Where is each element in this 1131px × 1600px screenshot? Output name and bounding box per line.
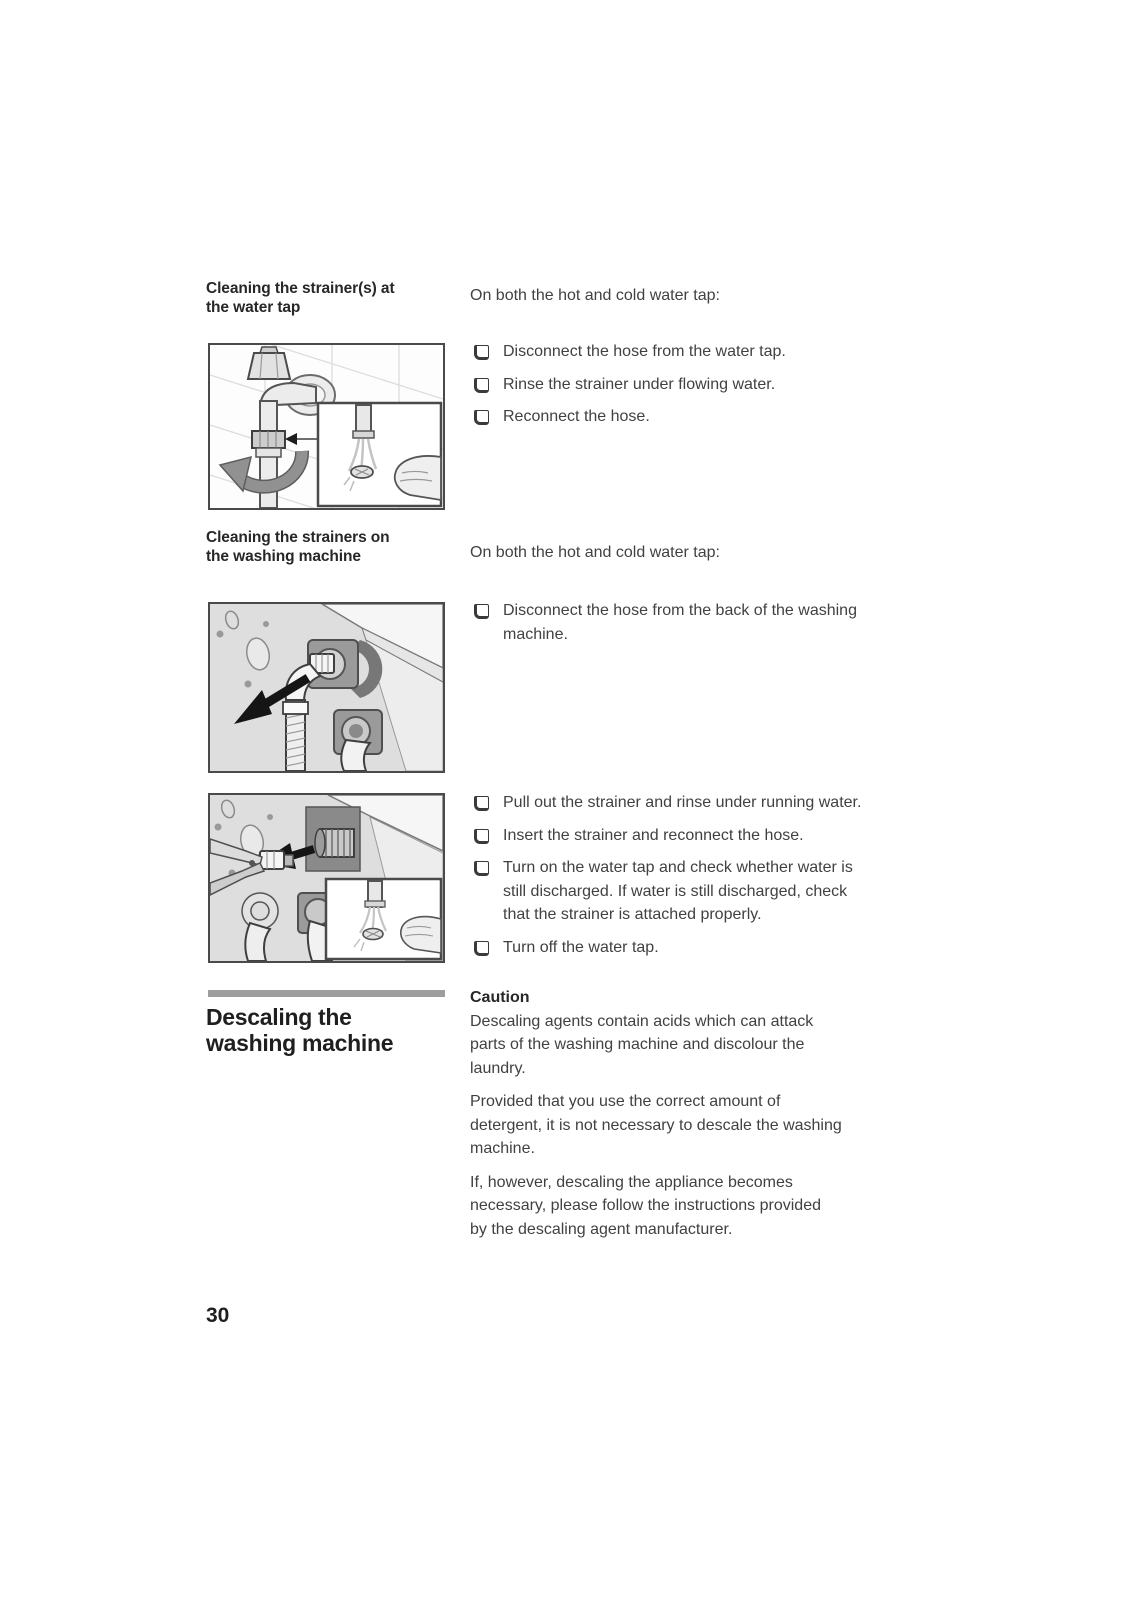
checklist-item <box>470 599 925 646</box>
strainer-removal-illustration <box>210 795 443 961</box>
checkbox-icon <box>474 796 489 811</box>
section-heading-line: Cleaning the strainer(s) at <box>206 280 395 297</box>
checklist-item <box>470 340 925 364</box>
figure-strainer-removal <box>208 793 445 963</box>
strainer <box>284 855 293 866</box>
water-tap-illustration <box>210 345 443 508</box>
section-divider-bar <box>208 990 445 997</box>
checklist-item-text: Disconnect the hose from the back of the washing <box>503 602 857 619</box>
checklist-item-text: Rinse the strainer under flowing water. <box>503 375 776 393</box>
rinse-strainer-inset <box>326 879 441 959</box>
checklist-item <box>470 824 925 848</box>
section-heading-line: Cleaning the strainers on <box>206 529 390 546</box>
checklist-item-text: still discharged. If water is still discharged, check <box>503 882 848 900</box>
checklist-machine-disconnect <box>470 599 925 655</box>
checklist-item <box>470 936 925 960</box>
chapter-heading-line: washing machine <box>206 1029 394 1056</box>
tap-handle <box>248 353 290 379</box>
checklist-item-text: Disconnect the hose from the water tap. <box>503 343 786 360</box>
checkbox-icon <box>474 861 489 876</box>
page-number: 30 <box>206 1304 230 1327</box>
checklist-item-text: machine. <box>503 625 568 643</box>
section-heading-strainer-water-tap <box>206 279 395 317</box>
checklist-item-text: Reconnect the hose. <box>503 408 650 425</box>
checkbox-icon <box>474 829 489 844</box>
caution-title: Caution <box>470 989 530 1006</box>
checklist-item-text: Turn off the water tap. <box>503 938 659 956</box>
checkbox-icon <box>474 410 489 425</box>
checkbox-icon <box>474 378 489 393</box>
hose-nut <box>260 851 284 869</box>
paragraph: If, however, descaling the appliance becomes necessary, please follow the instructions provided by the descaling agent manufacturer. <box>470 1173 821 1238</box>
paragraph: Descaling agents contain acids which can attack parts of the washing machine and discolour the laundry. <box>470 1012 814 1077</box>
checkbox-icon <box>474 345 489 360</box>
figure-machine-rear <box>208 602 445 773</box>
figure-water-tap <box>208 343 445 510</box>
rinse-strainer-inset <box>318 403 441 506</box>
checklist-item <box>470 405 925 429</box>
chapter-heading-line: Descaling the <box>206 1004 352 1030</box>
section-intro: On both the hot and cold water tap: <box>470 544 720 561</box>
checkbox-icon <box>474 604 489 619</box>
caution-block <box>470 986 928 1241</box>
section-heading-strainers-machine <box>206 528 390 566</box>
checklist-water-tap <box>470 340 925 438</box>
checklist-item-text: that the strainer is attached properly. <box>503 906 762 923</box>
section-intro: On both the hot and cold water tap: <box>470 287 720 304</box>
chapter-heading-descaling <box>206 1005 393 1056</box>
section-heading-line: the water tap <box>206 299 301 316</box>
checklist-item <box>470 791 925 815</box>
checklist-item-text: Pull out the strainer and rinse under running water. <box>503 794 862 811</box>
machine-rear-illustration <box>210 604 443 771</box>
checklist-strainer-removal <box>470 791 925 968</box>
section-heading-line: the washing machine <box>206 548 361 565</box>
checklist-item-text: Insert the strainer and reconnect the hose. <box>503 826 804 844</box>
paragraph: Provided that you use the correct amount of detergent, it is not necessary to descale the washing machine. <box>470 1093 842 1157</box>
checkbox-icon <box>474 941 489 956</box>
checklist-item <box>470 856 925 927</box>
checklist-item <box>470 373 925 397</box>
checklist-item-text: Turn on the water tap and check whether water is <box>503 859 853 876</box>
